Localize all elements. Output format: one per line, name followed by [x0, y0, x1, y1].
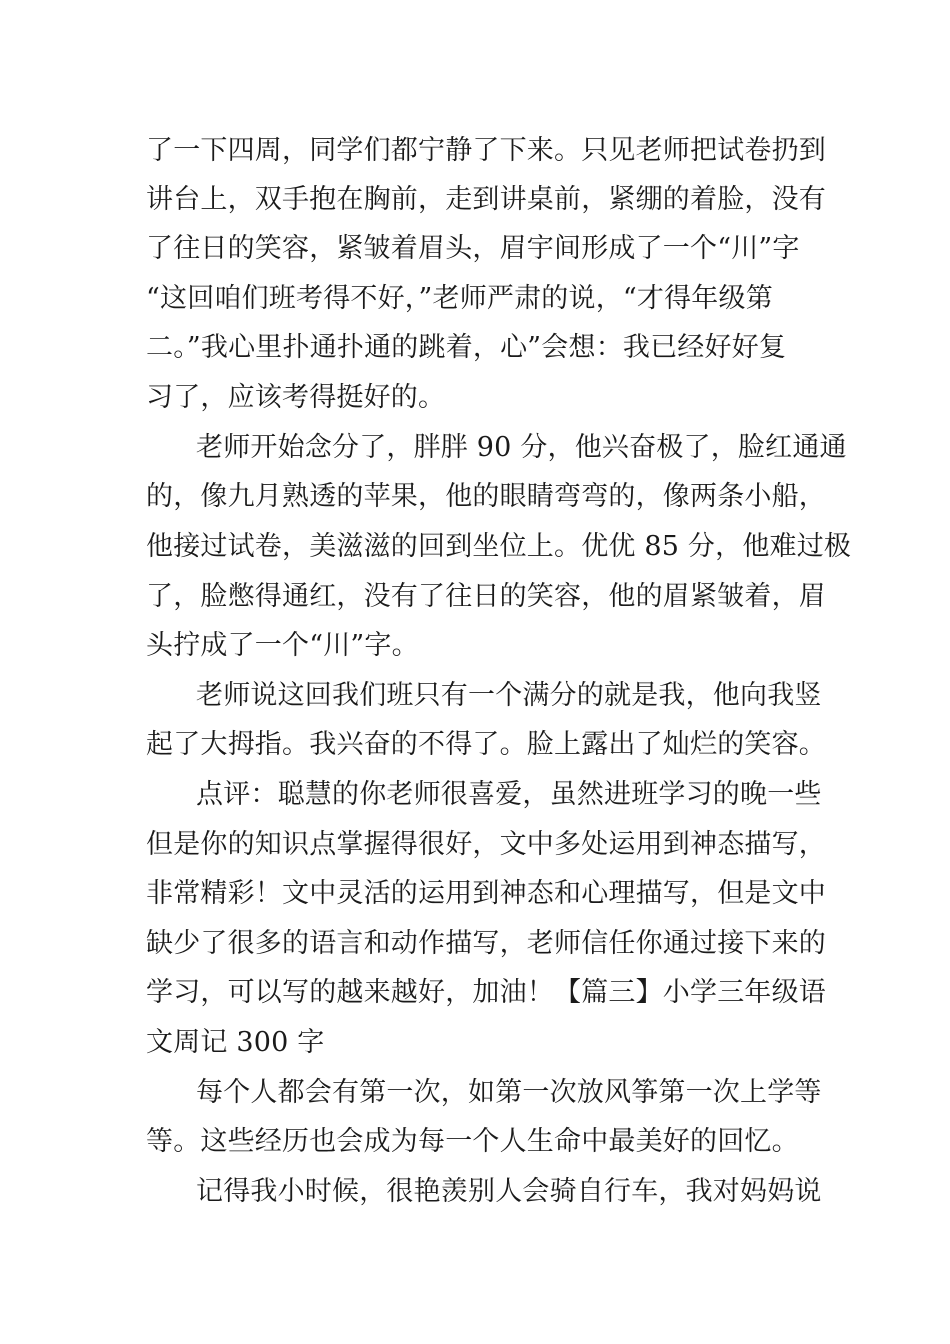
paragraph-first-line: 点评：聪慧的你老师很喜爱，虽然进班学习的晚一些: [196, 779, 822, 810]
text-line: 二。”我心里扑通扑通的跳着，心”会想：我已经好好复: [146, 332, 787, 363]
text-line: 等。这些经历也会成为每一个人生命中最美好的回忆。: [146, 1126, 799, 1157]
text-line: 的，像九月熟透的苹果，他的眼睛弯弯的，像两条小船，: [146, 481, 826, 512]
text-line: 起了大拇指。我兴奋的不得了。脸上露出了灿烂的笑容。: [146, 729, 826, 760]
text-line: 头拧成了一个“川”字。: [146, 630, 419, 661]
text-line: 学习，可以写的越来越好，加油！【篇三】小学三年级语: [146, 977, 826, 1008]
paragraph-first-line: 老师开始念分了，胖胖 90 分，他兴奋极了，脸红通通: [196, 432, 847, 463]
text-line: 了往日的笑容，紧皱着眉头，眉宇间形成了一个“川”字: [146, 233, 800, 264]
paragraph-first-line: 每个人都会有第一次，如第一次放风筝第一次上学等: [196, 1077, 822, 1108]
text-line: 讲台上，双手抱在胸前，走到讲桌前，紧绷的着脸，没有: [146, 184, 826, 215]
paragraph-first-line: 老师说这回我们班只有一个满分的就是我，他向我竖: [196, 680, 822, 711]
text-line: 了一下四周，同学们都宁静了下来。只见老师把试卷扔到: [146, 135, 826, 166]
text-line: 他接过试卷，美滋滋的回到坐位上。优优 85 分，他难过极: [146, 531, 852, 562]
text-line: 缺少了很多的语言和动作描写，老师信任你通过接下来的: [146, 928, 826, 959]
text-line: 习了，应该考得挺好的。: [146, 382, 446, 413]
text-line: 了，脸憋得通红，没有了往日的笑容，他的眉紧皱着，眉: [146, 581, 826, 612]
text-line: 非常精彩！文中灵活的运用到神态和心理描写，但是文中: [146, 878, 826, 909]
text-line: 文周记 300 字: [146, 1027, 325, 1058]
text-line: “这回咱们班考得不好，”老师严肃的说，“才得年级第: [146, 283, 773, 314]
paragraph-first-line: 记得我小时候，很艳羡别人会骑自行车，我对妈妈说: [196, 1176, 822, 1207]
text-line: 但是你的知识点掌握得很好，文中多处运用到神态描写，: [146, 829, 826, 860]
